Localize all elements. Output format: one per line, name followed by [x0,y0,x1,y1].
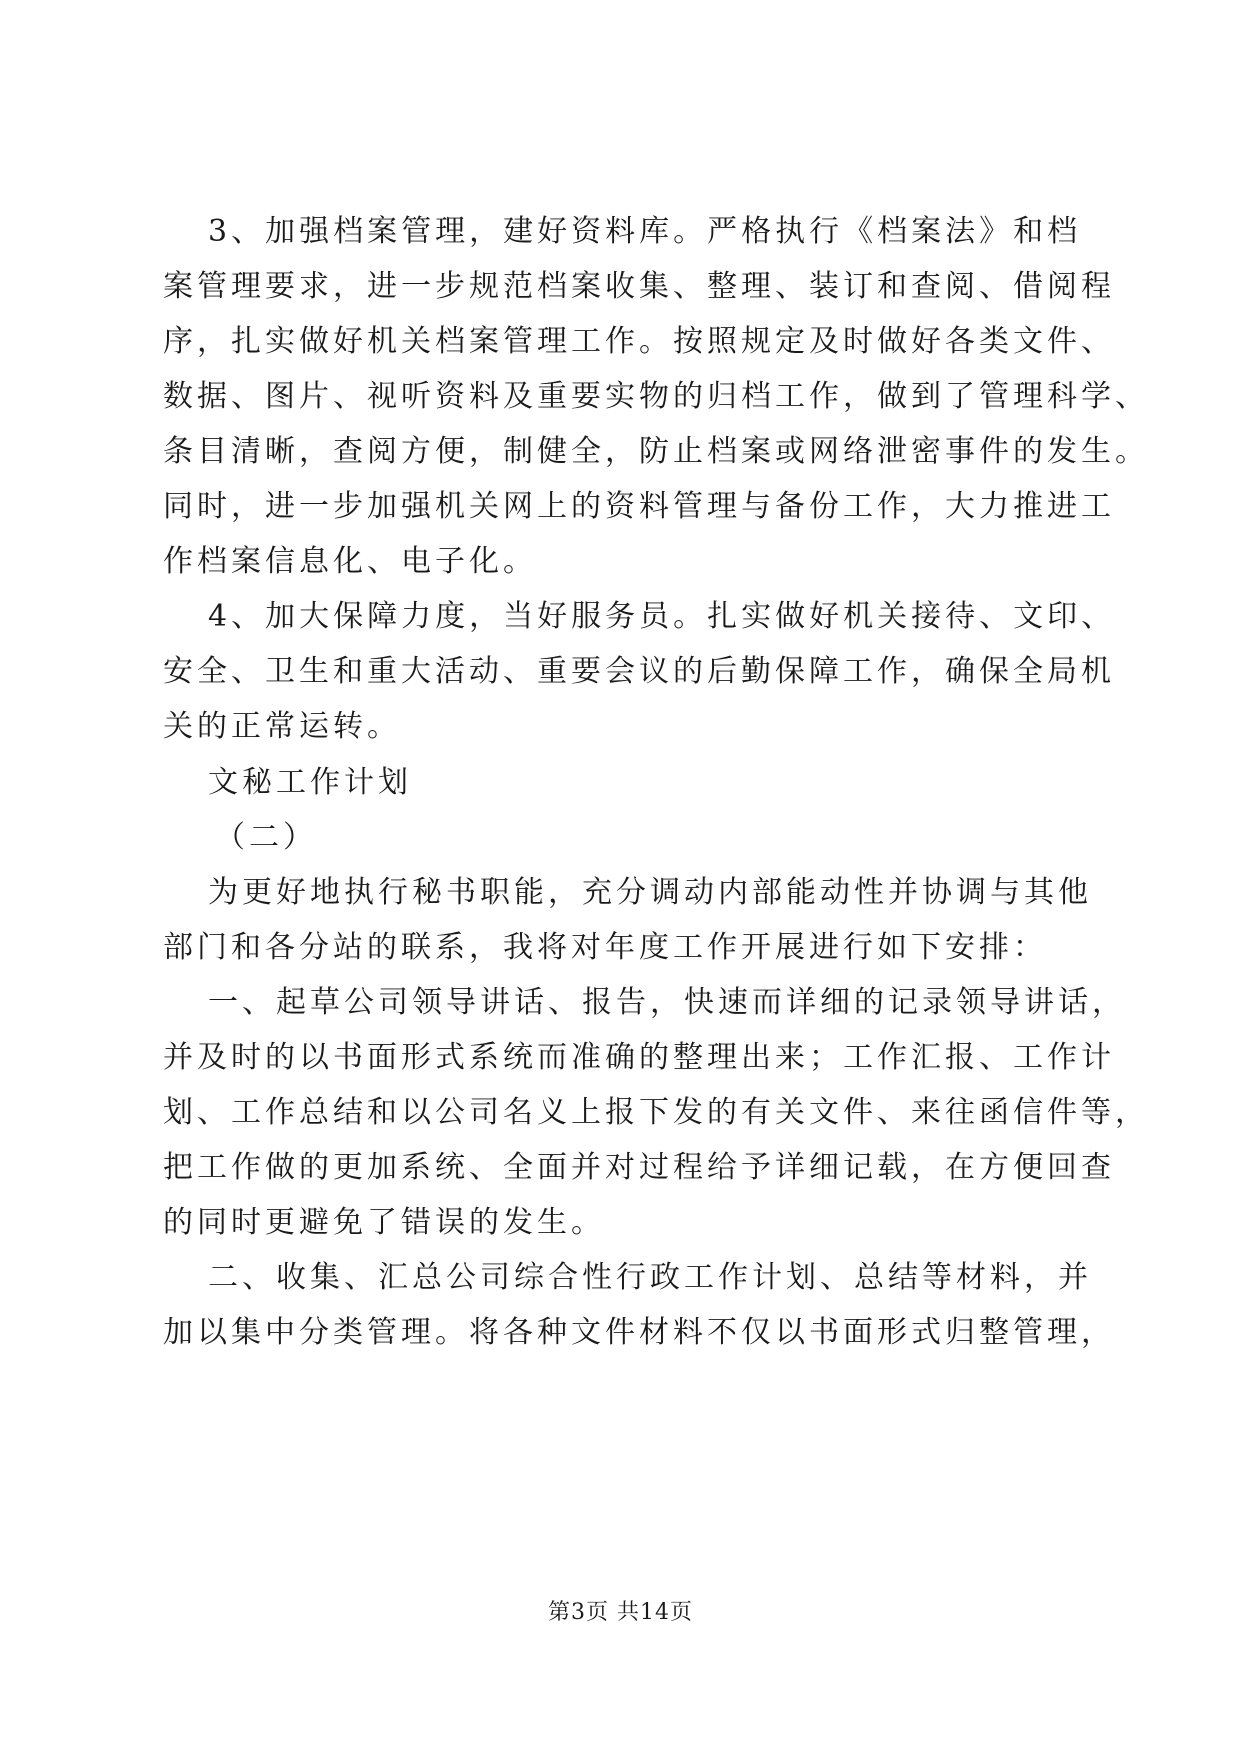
text-line: 3、加强档案管理，建好资料库。严格执行《档案法》和档 [208,214,1082,249]
section-number: （二） [215,820,317,855]
text-line: 划、工作总结和以公司名义上报下发的有关文件、来往函信件等， [163,1095,1149,1130]
text-line: 并及时的以书面形式系统而准确的整理出来；工作汇报、工作计 [163,1040,1115,1075]
text-line: 为更好地执行秘书职能，充分调动内部能动性并协调与其他 [208,875,1092,910]
text-line: 数据、图片、视听资料及重要实物的归档工作，做到了管理科学、 [163,379,1149,414]
text-line: 二、收集、汇总公司综合性行政工作计划、总结等材料，并 [208,1260,1092,1295]
section-title: 文秘工作计划 [208,765,412,800]
text-line: 4、加大保障力度，当好服务员。扎实做好机关接待、文印、 [208,599,1116,634]
text-line: 一、起草公司领导讲话、报告，快速而详细的记录领导讲话， [208,985,1126,1020]
text-line: 加以集中分类管理。将各种文件材料不仅以书面形式归整管理， [163,1315,1115,1350]
text-line: 部门和各分站的联系，我将对年度工作开展进行如下安排： [163,930,1047,965]
text-line: 安全、卫生和重大活动、重要会议的后勤保障工作，确保全局机 [163,654,1115,689]
text-line: 序，扎实做好机关档案管理工作。按照规定及时做好各类文件、 [163,324,1115,359]
text-line: 作档案信息化、电子化。 [163,544,537,579]
page-footer: 第3页 共14页 [548,1600,693,1625]
text-line: 的同时更避免了错误的发生。 [163,1205,605,1240]
text-line: 关的正常运转。 [163,709,401,744]
text-line: 把工作做的更加系统、全面并对过程给予详细记载，在方便回查 [163,1150,1115,1185]
text-line: 条目清晰，查阅方便，制健全，防止档案或网络泄密事件的发生。 [163,434,1149,469]
text-line: 案管理要求，进一步规范档案收集、整理、装订和查阅、借阅程 [163,269,1115,304]
text-line: 同时，进一步加强机关网上的资料管理与备份工作，大力推进工 [163,489,1115,524]
